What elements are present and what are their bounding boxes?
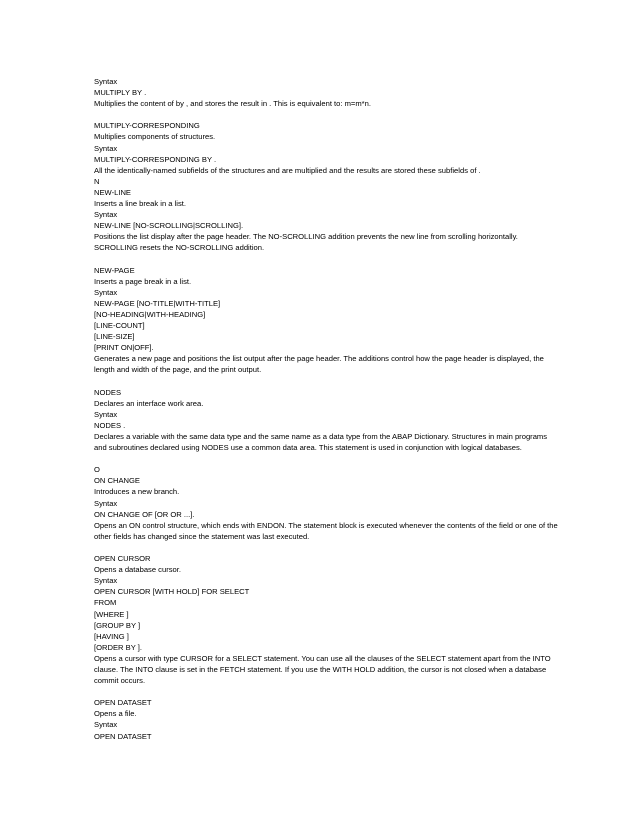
text-line: [ORDER BY ]. [94, 642, 142, 652]
text-line: FROM [94, 598, 117, 608]
document-page [94, 76, 558, 742]
text-line: length and width of the page, and the print output. [94, 365, 262, 375]
blank-line [94, 254, 550, 265]
blank-line [94, 376, 550, 387]
text-line: [LINE-SIZE] [94, 332, 135, 342]
text-line: Syntax [94, 287, 118, 297]
text-line: OPEN DATASET [94, 731, 152, 741]
text-line: Syntax [94, 498, 118, 508]
text-line: [GROUP BY ] [94, 620, 141, 630]
text-line: [HAVING ] [94, 631, 129, 641]
text-line: MULTIPLY-CORRESPONDING [94, 121, 200, 131]
text-line: Opens a database cursor. [94, 565, 181, 575]
text-line: OPEN DATASET [94, 698, 152, 708]
text-line: NEW-PAGE [NO-TITLE|WITH-TITLE] [94, 298, 221, 308]
text-line: NEW-PAGE [94, 265, 135, 275]
text-line: O [94, 465, 100, 475]
text-line: OPEN CURSOR [94, 554, 151, 564]
text-line: [LINE-COUNT] [94, 321, 145, 331]
text-line: MULTIPLY-CORRESPONDING BY . [94, 154, 217, 164]
text-line: N [94, 176, 100, 186]
text-line: Positions the list display after the page header. The NO-SCROLLING addition prevents the new line from scrolling horizontally. [94, 232, 518, 242]
text-line: Multiplies components of structures. [94, 132, 216, 142]
text-line: Declares a variable with the same data type and the same name as a data type from the ABAP Dictionary. Structures in main programs [94, 432, 548, 441]
text-line: Syntax [94, 77, 118, 86]
text-line: Syntax [94, 409, 118, 419]
blank-line [94, 453, 550, 464]
blank-line [94, 542, 550, 553]
text-line: other fields has changed since the statement was last executed. [94, 531, 310, 541]
text-line: Declares an interface work area. [94, 398, 204, 408]
text-line: Inserts a line break in a list. [94, 199, 187, 209]
text-line: All the identically-named subfields of the structures and are multiplied and the results are stored these subfields of . [94, 165, 481, 175]
text-line: ON CHANGE [94, 476, 140, 486]
text-line: MULTIPLY BY . [94, 88, 147, 98]
text-line: OPEN CURSOR [WITH HOLD] FOR SELECT [94, 587, 250, 597]
text-line: clause. The INTO clause is set in the FETCH statement. If you use the WITH HOLD addition, the cursor is not closed when a database [94, 664, 547, 674]
text-line: Multiplies the content of by , and stores the result in . This is equivalent to: m=m*n. [94, 99, 371, 109]
text-line: and subroutines declared using NODES use a common data area. This statement is used in conjunction with logical databases. [94, 443, 522, 453]
text-line: NODES [94, 387, 122, 397]
text-line: NEW-LINE [NO-SCROLLING|SCROLLING]. [94, 221, 244, 231]
text-line: Inserts a page break in a list. [94, 276, 192, 286]
text-line: ON CHANGE OF [OR OR ...]. [94, 509, 195, 519]
text-line: Introduces a new branch. [94, 487, 180, 497]
text-line: Opens a cursor with type CURSOR for a SELECT statement. You can use all the clauses of the SELECT statement apart from the INTO [94, 653, 551, 663]
blank-line [94, 686, 550, 697]
text-line: Opens a file. [94, 709, 137, 719]
text-line: Syntax [94, 143, 118, 153]
text-line: NEW-LINE [94, 187, 131, 197]
text-line: SCROLLING resets the NO-SCROLLING addition. [94, 243, 265, 253]
text-line: Generates a new page and positions the list output after the page header. The additions control how the page header is displayed, the [94, 354, 544, 364]
blank-line [94, 109, 550, 120]
text-line: commit occurs. [94, 676, 146, 686]
text-line: Syntax [94, 576, 118, 586]
text-line: Opens an ON control structure, which ends with ENDON. The statement block is executed whenever the contents of the field or one of the [94, 520, 558, 530]
text-line: [WHERE ] [94, 609, 129, 619]
text-line: [NO-HEADING|WITH-HEADING] [94, 309, 206, 319]
text-line: Syntax [94, 210, 118, 220]
text-line: [PRINT ON|OFF]. [94, 343, 154, 353]
text-line: Syntax [94, 720, 118, 730]
text-line: NODES . [94, 420, 126, 430]
